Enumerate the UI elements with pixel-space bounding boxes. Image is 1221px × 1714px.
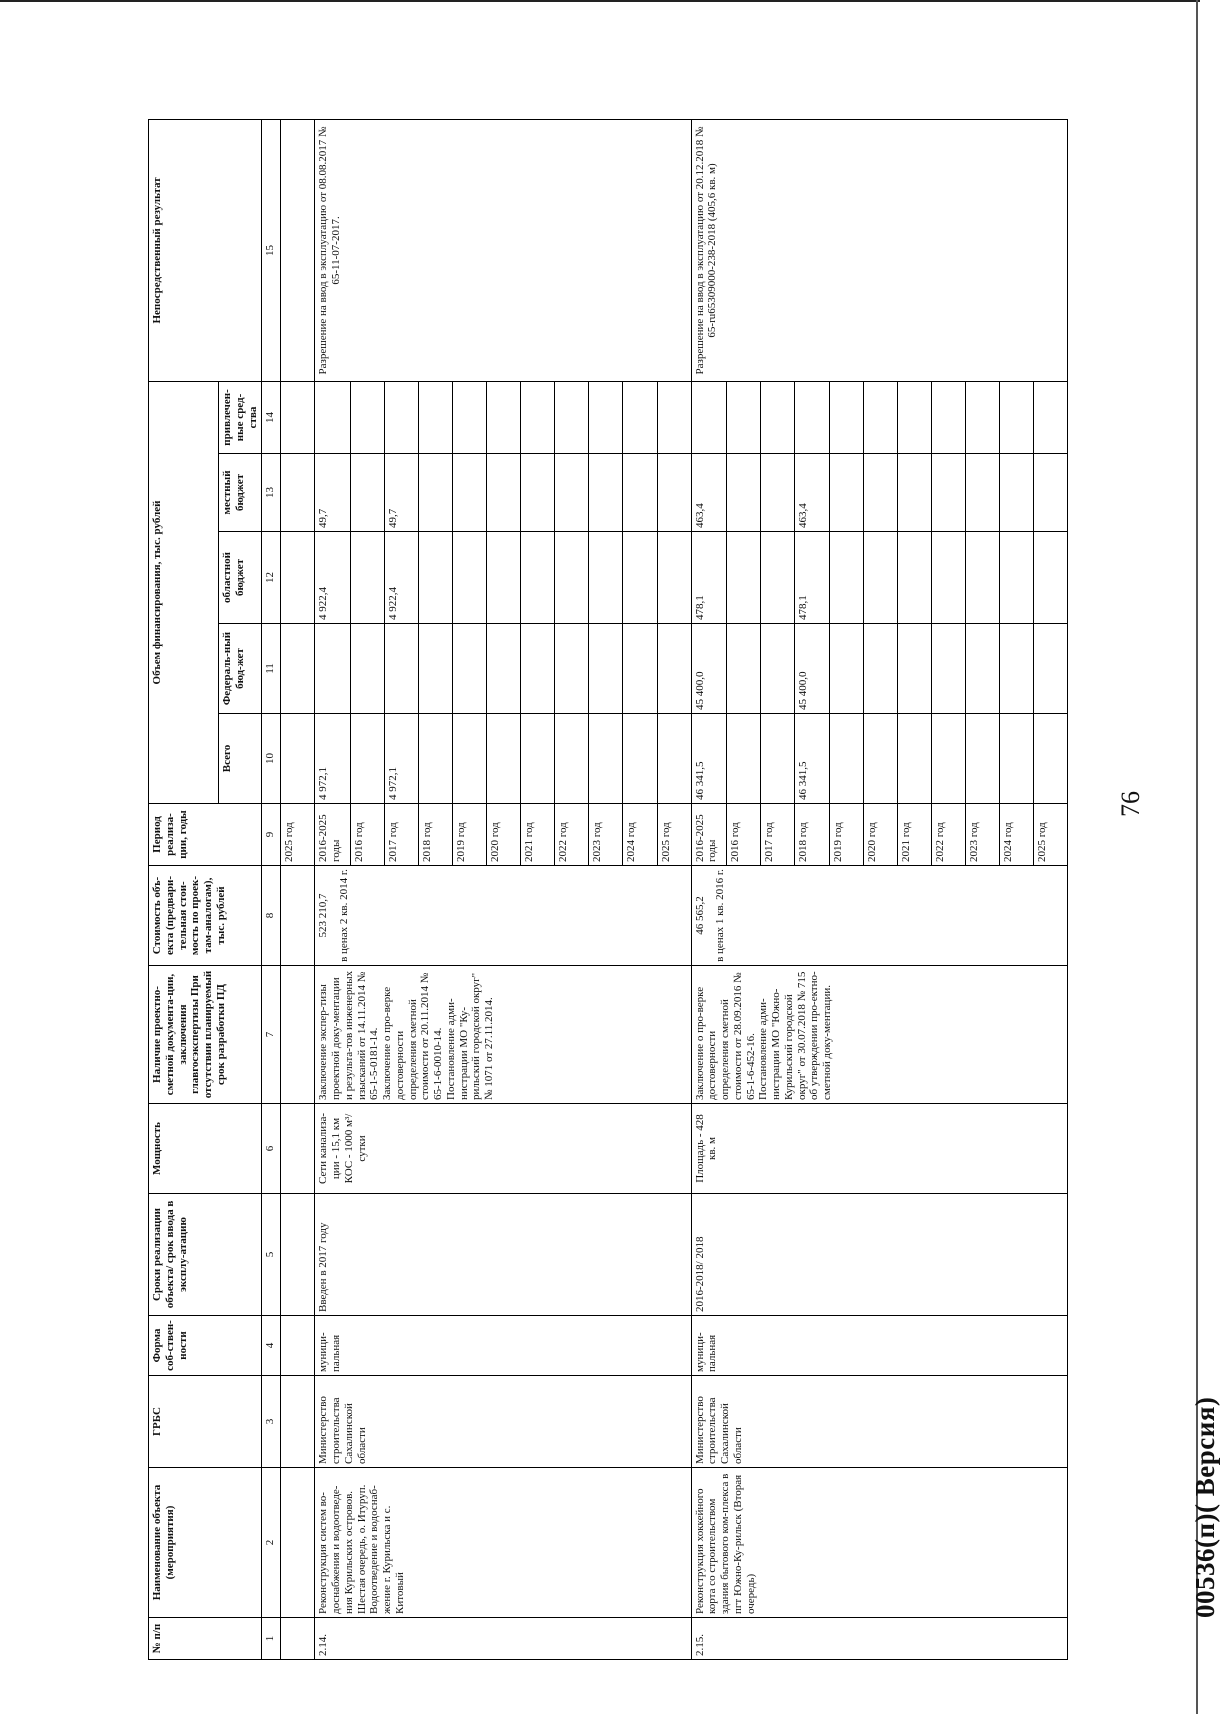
period-cell: 2016 год	[351, 804, 385, 866]
local-cell	[351, 454, 385, 532]
total-cell	[453, 714, 487, 804]
period-cell: 2025 год	[657, 804, 691, 866]
total-cell	[351, 714, 385, 804]
attracted-cell	[965, 381, 999, 453]
total-cell: 46 341,5	[691, 714, 727, 804]
object-capacity: Площадь - 428 кв. м	[691, 1104, 1067, 1194]
object-result: Разрешение на ввод в эксплуатацию от 20.12.2018 № 65-ru65309000-238-2018 (405,6 кв. м)	[691, 119, 1067, 381]
header-federal: Федераль-ный бюд-жет	[219, 624, 262, 714]
local-cell	[657, 454, 691, 532]
column-number: 10	[262, 714, 281, 804]
document-code: 00536(п)( Версия)	[1190, 1396, 1220, 1618]
federal-cell	[453, 624, 487, 714]
local-cell	[897, 454, 931, 532]
period-cell: 2016-2025 годы	[691, 804, 727, 866]
header-cost: Стоимость объ-екта (предвари-тельная стои-мость по проек-там-аналогам), тыс. рублей	[149, 866, 262, 966]
local-cell	[761, 454, 795, 532]
attracted-cell	[487, 381, 521, 453]
object-number: 2.14.	[315, 1618, 691, 1660]
object-documentation: Заключение экспер-тизы проектной доку-ментации и результа-тов инженерных изысканий от 14.11.2014 № 65-1-5-0181-14. Заключение о про-верке достоверности определения сметной стоимости от 20.11.2014 № 65-1-6-0010-14. Постановление адми-нистрации МО "Ку-рильский городской округ" № 1071 от 27.11.2014.	[315, 966, 691, 1104]
attracted-cell	[589, 381, 623, 453]
federal-cell	[1033, 624, 1067, 714]
period-cell: 2016-2025 годы	[315, 804, 351, 866]
object-name: Реконструкция систем во-доснабжения и водоотведе-ния Курильских островов. Шестая очередь, о. Итуруп. Водоотведение и водоснаб-жение г. Курильска и с. Китовый	[315, 1468, 691, 1618]
local-cell	[453, 454, 487, 532]
header-regional: областной бюджет	[219, 532, 262, 624]
federal-cell	[999, 624, 1033, 714]
total-cell	[555, 714, 589, 804]
federal-cell	[315, 624, 351, 714]
local-cell: 49,7	[315, 454, 351, 532]
object-cost-value: 46 565,2	[693, 896, 706, 935]
attracted-cell	[931, 381, 965, 453]
total-cell	[419, 714, 453, 804]
total-cell	[829, 714, 863, 804]
column-number: 4	[262, 1316, 281, 1376]
header-number: № п/п	[149, 1618, 262, 1660]
column-number: 2	[262, 1468, 281, 1618]
header-funding-group: Объем финансирования, тыс. рублей	[149, 381, 219, 803]
local-cell	[727, 454, 761, 532]
federal-cell	[863, 624, 897, 714]
regional-cell	[487, 532, 521, 624]
total-cell	[521, 714, 555, 804]
table-row	[691, 119, 727, 1659]
total-cell	[1033, 714, 1067, 804]
federal-cell: 45 400,0	[691, 624, 727, 714]
local-cell: 463,4	[691, 454, 727, 532]
local-cell	[1033, 454, 1067, 532]
period-cell: 2016 год	[727, 804, 761, 866]
local-cell	[419, 454, 453, 532]
column-number: 7	[262, 966, 281, 1104]
period-cell: 2020 год	[863, 804, 897, 866]
attracted-cell	[521, 381, 555, 453]
federal-cell	[385, 624, 419, 714]
total-cell	[897, 714, 931, 804]
period-cell: 2019 год	[453, 804, 487, 866]
attracted-cell	[727, 381, 761, 453]
period-cell: 2023 год	[589, 804, 623, 866]
local-cell	[487, 454, 521, 532]
local-cell	[863, 454, 897, 532]
object-name: Реконструкция хоккейного корта со строительством здания бытового ком-плекса в пгт Южно-Ку-рильск (Вторая очередь)	[691, 1468, 1067, 1618]
total-cell	[589, 714, 623, 804]
object-documentation: Заключение о про-верке достоверности определения сметной стоимости от 28.09.2016 № 65-1-6-452-16. Постановление адми-нистрации МО "Южно-Курильский городской округ" от 30.07.2018 № 715 об утверждении про-ектно-сметной доку-ментации.	[691, 966, 1067, 1104]
object-terms: Введен в 2017 году	[315, 1194, 691, 1316]
object-ownership: муници-пальная	[315, 1316, 691, 1376]
period-cell: 2017 год	[385, 804, 419, 866]
attracted-cell	[453, 381, 487, 453]
period-cell: 2022 год	[555, 804, 589, 866]
local-cell	[555, 454, 589, 532]
local-cell	[521, 454, 555, 532]
column-number: 15	[262, 119, 281, 381]
total-cell	[965, 714, 999, 804]
object-price-basis: в ценах 1 кв. 2016 г.	[714, 869, 727, 962]
regional-cell: 4 922,4	[315, 532, 351, 624]
column-number: 11	[262, 624, 281, 714]
header-ownership: Форма соб-ствен-ности	[149, 1316, 262, 1376]
attracted-cell	[999, 381, 1033, 453]
regional-cell	[863, 532, 897, 624]
regional-cell	[351, 532, 385, 624]
local-cell: 49,7	[385, 454, 419, 532]
header-total: Всего	[219, 714, 262, 804]
attracted-cell	[863, 381, 897, 453]
local-cell	[589, 454, 623, 532]
carryover-period: 2025 год	[281, 804, 315, 866]
federal-cell	[351, 624, 385, 714]
regional-cell	[897, 532, 931, 624]
period-cell: 2023 год	[965, 804, 999, 866]
object-price-basis: в ценах 2 кв. 2014 г.	[338, 869, 351, 962]
period-cell: 2024 год	[623, 804, 657, 866]
local-cell	[829, 454, 863, 532]
regional-cell: 4 922,4	[385, 532, 419, 624]
object-cost	[691, 866, 1067, 966]
total-cell: 4 972,1	[315, 714, 351, 804]
column-number: 6	[262, 1104, 281, 1194]
federal-cell	[623, 624, 657, 714]
attracted-cell	[1033, 381, 1067, 453]
column-number: 13	[262, 454, 281, 532]
period-cell: 2017 год	[761, 804, 795, 866]
column-number: 3	[262, 1376, 281, 1468]
object-grbs: Министерство строительства Сахалинской области	[315, 1376, 691, 1468]
attracted-cell	[351, 381, 385, 453]
object-capacity: Сети канализа-ции - 15,1 км КОС - 1000 м³/сутки	[315, 1104, 691, 1194]
attracted-cell	[691, 381, 727, 453]
regional-cell	[727, 532, 761, 624]
regional-cell	[829, 532, 863, 624]
total-cell	[999, 714, 1033, 804]
attracted-cell	[623, 381, 657, 453]
period-cell: 2025 год	[1033, 804, 1067, 866]
attracted-cell	[657, 381, 691, 453]
regional-cell	[761, 532, 795, 624]
regional-cell	[931, 532, 965, 624]
table-row	[315, 119, 351, 1659]
federal-cell	[555, 624, 589, 714]
attracted-cell	[897, 381, 931, 453]
header-capacity: Мощность	[149, 1104, 262, 1194]
object-cost-value: 523 210,7	[317, 893, 330, 938]
attracted-cell	[385, 381, 419, 453]
period-cell: 2018 год	[419, 804, 453, 866]
header-result: Непосредственный результат	[149, 119, 262, 381]
column-number: 5	[262, 1194, 281, 1316]
header-documentation: Наличие проектно-сметной документа-ции, заключения главгосэкспертизы При отсутствии планируемый срок разработки ПД	[149, 966, 262, 1104]
federal-cell	[657, 624, 691, 714]
header-local: местный бюджет	[219, 454, 262, 532]
object-number: 2.15.	[691, 1618, 1067, 1660]
period-cell: 2019 год	[829, 804, 863, 866]
column-number: 1	[262, 1618, 281, 1660]
attracted-cell	[315, 381, 351, 453]
object-cost	[315, 866, 691, 966]
period-cell: 2018 год	[795, 804, 829, 866]
federal-cell	[761, 624, 795, 714]
total-cell	[657, 714, 691, 804]
regional-cell	[623, 532, 657, 624]
page-number: 76	[1116, 791, 1145, 817]
federal-cell	[897, 624, 931, 714]
regional-cell	[453, 532, 487, 624]
local-cell	[965, 454, 999, 532]
regional-cell	[555, 532, 589, 624]
column-number: 14	[262, 381, 281, 453]
header-period: Период реализа-ции, годы	[149, 804, 262, 866]
total-cell	[623, 714, 657, 804]
regional-cell: 478,1	[691, 532, 727, 624]
object-ownership: муници-пальная	[691, 1316, 1067, 1376]
total-cell	[761, 714, 795, 804]
total-cell	[727, 714, 761, 804]
objects-table	[148, 119, 1068, 1660]
federal-cell	[931, 624, 965, 714]
federal-cell	[589, 624, 623, 714]
federal-cell: 45 400,0	[795, 624, 829, 714]
local-cell	[999, 454, 1033, 532]
header-grbs: ГРБС	[149, 1376, 262, 1468]
total-cell	[931, 714, 965, 804]
object-result: Разрешение на ввод в эксплуатацию от 08.08.2017 № 65-11-07-2017.	[315, 119, 691, 381]
header-terms: Сроки реализации объекта/ срок ввода в эксплу-атацию	[149, 1194, 262, 1316]
header-name: Наименование объекта (мероприятия)	[149, 1468, 262, 1618]
carryover-row	[281, 119, 315, 1659]
regional-cell: 478,1	[795, 532, 829, 624]
local-cell	[623, 454, 657, 532]
total-cell	[863, 714, 897, 804]
object-grbs: Министерство строительства Сахалинской области	[691, 1376, 1067, 1468]
regional-cell	[999, 532, 1033, 624]
attracted-cell	[795, 381, 829, 453]
period-cell: 2020 год	[487, 804, 521, 866]
federal-cell	[521, 624, 555, 714]
period-cell: 2021 год	[897, 804, 931, 866]
object-terms: 2016-2018/ 2018	[691, 1194, 1067, 1316]
regional-cell	[419, 532, 453, 624]
period-cell: 2024 год	[999, 804, 1033, 866]
federal-cell	[487, 624, 521, 714]
total-cell: 4 972,1	[385, 714, 419, 804]
total-cell: 46 341,5	[795, 714, 829, 804]
regional-cell	[589, 532, 623, 624]
attracted-cell	[761, 381, 795, 453]
attracted-cell	[555, 381, 589, 453]
period-cell: 2021 год	[521, 804, 555, 866]
regional-cell	[1033, 532, 1067, 624]
total-cell	[487, 714, 521, 804]
column-number: 12	[262, 532, 281, 624]
federal-cell	[727, 624, 761, 714]
header-attracted: привлечен-ные сред-ства	[219, 381, 262, 453]
period-cell: 2022 год	[931, 804, 965, 866]
local-cell: 463,4	[795, 454, 829, 532]
federal-cell	[419, 624, 453, 714]
attracted-cell	[829, 381, 863, 453]
regional-cell	[657, 532, 691, 624]
local-cell	[931, 454, 965, 532]
federal-cell	[829, 624, 863, 714]
column-number: 8	[262, 866, 281, 966]
regional-cell	[521, 532, 555, 624]
federal-cell	[965, 624, 999, 714]
regional-cell	[965, 532, 999, 624]
column-number-row	[262, 119, 281, 1659]
column-number: 9	[262, 804, 281, 866]
attracted-cell	[419, 381, 453, 453]
